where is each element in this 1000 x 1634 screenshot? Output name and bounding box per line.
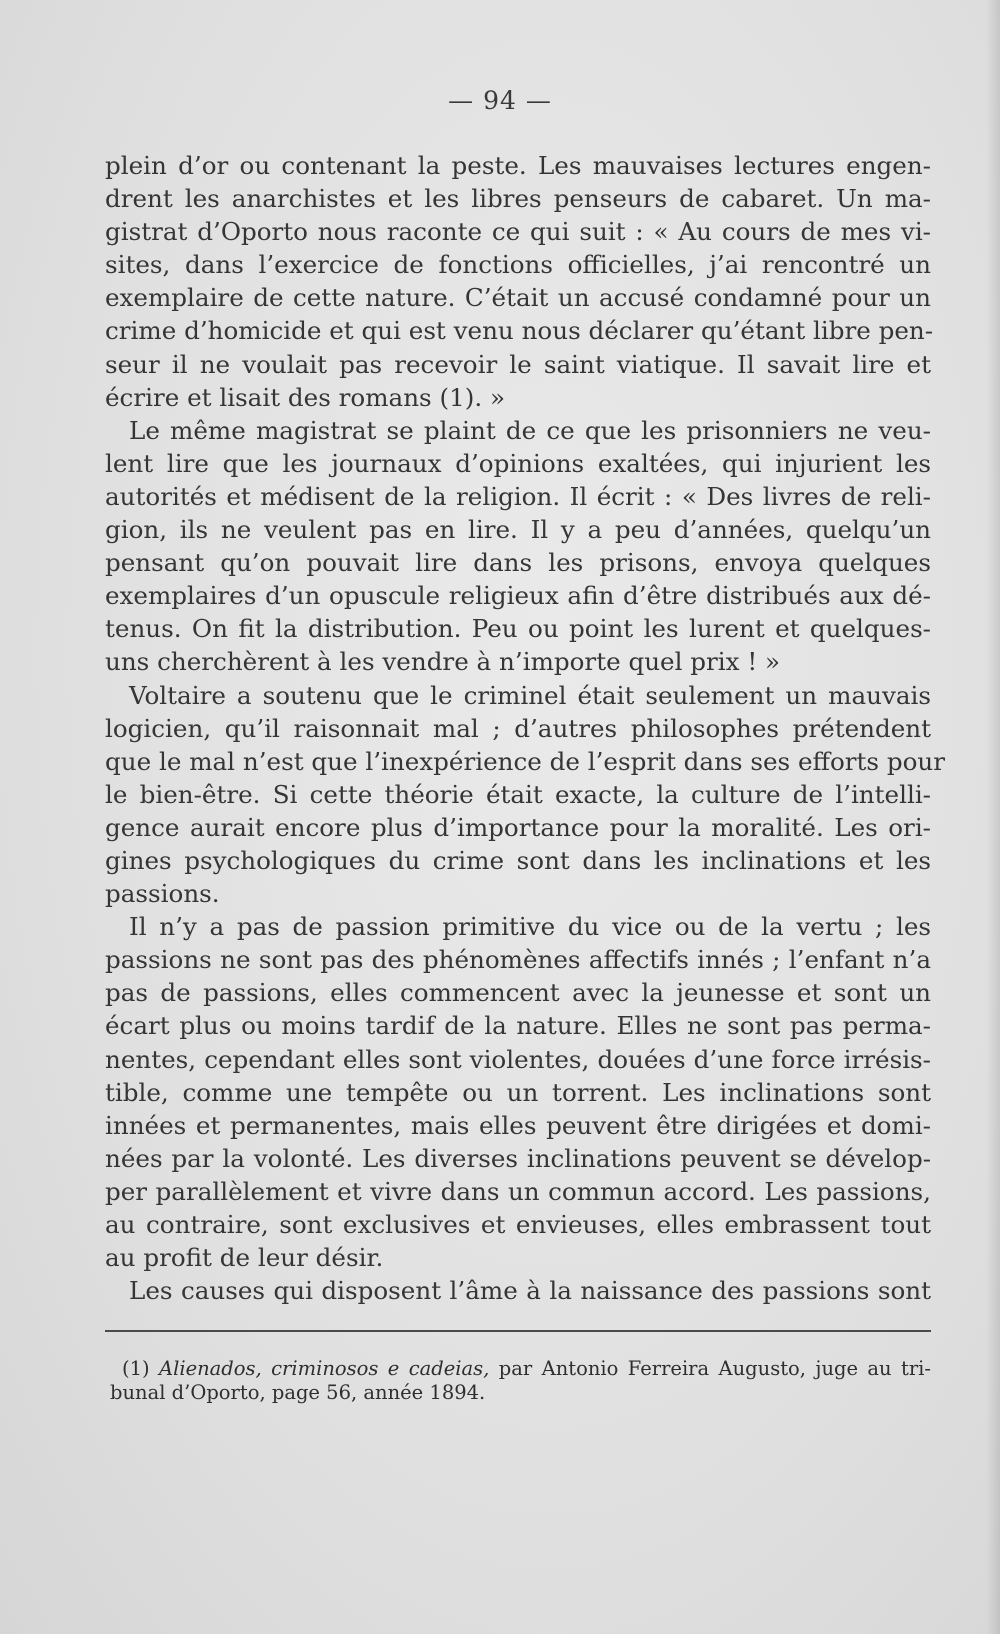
text-line: passions ne sont pas des phénomènes affectifs innés ; l’enfant n’a [105,945,931,975]
text-line: drent les anarchistes et les libres penseurs de cabaret. Un ma- [105,184,931,214]
text-line: logicien, qu’il raisonnait mal ; d’autres philosophes prétendent [105,713,931,743]
text-line: sites, dans l’exercice de fonctions officielles, j’ai rencontré un [105,250,931,280]
text-line: nentes, cependant elles sont violentes, douées d’une force irrésis- [105,1044,931,1074]
text-line: lent lire que les journaux d’opinions exaltées, qui injurient les [105,448,931,478]
text-line: exemplaire de cette nature. C’était un accusé condamné pour un [105,283,931,313]
footnote [110,1357,931,1405]
text-line: gence aurait encore plus d’importance pour la moralité. Les ori- [105,812,931,842]
text-line: plein d’or ou contenant la peste. Les mauvaises lectures engen- [105,151,931,180]
text-line: que le mal n’est que l’inexpérience de l’esprit dans ses efforts pour [105,746,946,776]
text-line: uns cherchèrent à les vendre à n’importe quel prix ! » [105,647,781,677]
text-line: per parallèlement et vivre dans un commun accord. Les passions, [105,1176,931,1206]
text-line: crime d’homicide et qui est venu nous déclarer qu’étant libre pen- [105,316,934,346]
text-line: gines psychologiques du crime sont dans les inclinations et les [105,845,931,875]
text-line: le bien-être. Si cette théorie était exacte, la culture de l’intelli- [105,779,931,809]
text-line: Les causes qui disposent l’âme à la naissance des passions sont [129,1276,931,1306]
footnote-line: bunal d’Oporto, page 56, année 1894. [110,1381,486,1404]
footnote-rule [105,1330,931,1332]
body-text [105,149,946,1307]
footnote-title: Alienados, criminosos e cadeias, [159,1357,490,1380]
text-line: Voltaire a soutenu que le criminel était seulement un mauvais [129,680,931,710]
text-line: gistrat d’Oporto nous raconte ce qui suit : « Au cours de mes vi- [105,217,931,247]
page-number: — 94 — [448,86,552,115]
footnote-line [110,1357,931,1381]
text-line: seur il ne voulait pas recevoir le saint viatique. Il savait lire et [105,349,931,379]
footnote-marker: (1) [122,1357,150,1380]
text-line: innées et permanentes, mais elles peuvent être dirigées et domi- [105,1110,931,1140]
text-line: nées par la volonté. Les diverses inclinations peuvent se dévelop- [105,1143,931,1173]
text-line: pas de passions, elles commencent avec la jeunesse et sont un [105,978,931,1008]
text-line: tenus. On fit la distribution. Peu ou point les lurent et quelques- [105,614,931,644]
text-line: tible, comme une tempête ou un torrent. Les inclinations sont [105,1077,931,1107]
text-line: exemplaires d’un opuscule religieux afin d’être distribués aux dé- [105,581,931,611]
text-line: pensant qu’on pouvait lire dans les prisons, envoya quelques [105,548,931,578]
footnote-line1-rest: par Antonio Ferreira Augusto, juge au tri- [498,1357,931,1380]
text-line: écart plus ou moins tardif de la nature. Elles ne sont pas perma- [105,1011,931,1041]
text-line: au contraire, sont exclusives et envieuses, elles embrassent tout [105,1210,931,1239]
page-edge-shadow [986,0,1000,1634]
text-line: gion, ils ne veulent pas en lire. Il y a peu d’années, quelqu’un [105,515,931,545]
text-line: autorités et médisent de la religion. Il écrit : « Des livres de reli- [105,481,931,511]
text-line: passions. [105,879,220,909]
text-line: Il n’y a pas de passion primitive du vice ou de la vertu ; les [129,912,931,942]
text-line: Le même magistrat se plaint de ce que les prisonniers ne veu- [129,415,931,445]
text-line: au profit de leur désir. [105,1243,384,1273]
text-line: écrire et lisait des romans (1). » [105,382,505,412]
